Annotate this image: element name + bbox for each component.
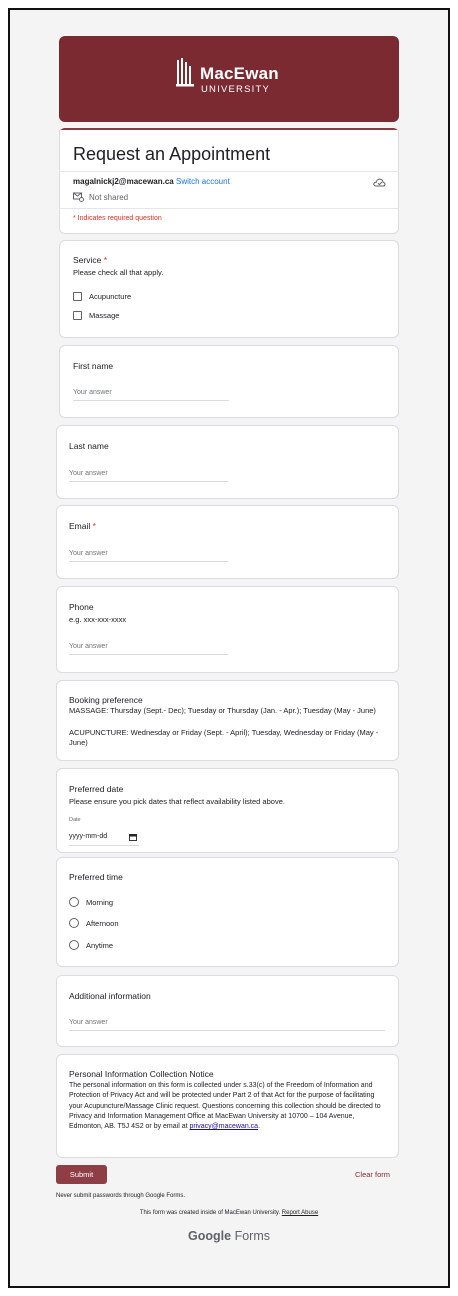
not-shared-label: Not shared xyxy=(89,193,129,202)
cloud-off-icon xyxy=(373,177,386,188)
submit-button[interactable]: Submit xyxy=(56,1165,107,1184)
service-desc: Please check all that apply. xyxy=(73,268,164,277)
form-title: Request an Appointment xyxy=(73,144,271,164)
macewan-logo xyxy=(176,56,286,96)
account-line xyxy=(73,177,230,186)
privacy-email-link[interactable]: privacy@macewan.ca xyxy=(189,1123,259,1131)
first-name-input[interactable]: Your answer xyxy=(73,389,229,401)
acupuncture-option[interactable]: Acupuncture xyxy=(89,292,132,301)
booking-massage: MASSAGE: Thursday (Sept.- Dec); Tuesday or Thursday (Jan. - Apr.); Tuesday (May - June) xyxy=(69,706,376,715)
required-mark: * xyxy=(92,521,96,531)
notice-body xyxy=(69,1081,389,1132)
service-card xyxy=(59,240,399,338)
date-field-label: Date xyxy=(69,817,81,823)
email-card xyxy=(56,505,399,579)
phone-card xyxy=(56,586,399,673)
morning-option[interactable]: Morning xyxy=(86,898,114,907)
last-name-label: Last name xyxy=(69,441,109,451)
password-warning: Never submit passwords through Google Forms. xyxy=(56,1193,186,1199)
preferred-date-label: Preferred date xyxy=(69,784,124,794)
booking-label: Booking preference xyxy=(69,695,143,705)
title-divider xyxy=(59,171,399,172)
notice-title: Personal Information Collection Notice xyxy=(69,1069,214,1079)
logo-word: MacEwan xyxy=(200,64,279,83)
required-mark: * xyxy=(103,255,108,265)
phone-desc: e.g. xxx-xxx-xxxx xyxy=(69,615,127,624)
date-placeholder: yyyy-mm-dd xyxy=(69,833,108,840)
last-name-input[interactable]: Your answer xyxy=(69,470,228,482)
phone-label: Phone xyxy=(69,602,94,612)
google-forms-logo[interactable] xyxy=(0,1229,458,1243)
report-abuse-link[interactable]: Report Abuse xyxy=(281,1210,319,1216)
calendar-icon[interactable] xyxy=(129,833,137,841)
first-name-card xyxy=(59,345,399,418)
clear-form-button[interactable]: Clear form xyxy=(355,1170,391,1179)
required-note: * Indicates required question xyxy=(73,215,162,222)
preferred-time-label: Preferred time xyxy=(69,872,123,882)
anytime-radio[interactable] xyxy=(69,940,79,950)
logo-mark-icon xyxy=(176,58,196,88)
logo-sub: UNIVERSITY xyxy=(201,84,271,95)
afternoon-radio[interactable] xyxy=(69,918,79,928)
massage-option[interactable]: Massage xyxy=(89,311,120,320)
created-text: This form was created inside of MacEwan University. xyxy=(139,1210,281,1216)
email-input[interactable]: Your answer xyxy=(69,550,228,562)
booking-card xyxy=(56,680,399,761)
mail-not-shared-icon xyxy=(73,192,84,202)
additional-card xyxy=(56,975,399,1047)
morning-radio[interactable] xyxy=(69,897,79,907)
massage-checkbox[interactable] xyxy=(73,311,82,320)
phone-input[interactable]: Your answer xyxy=(69,643,228,655)
forms-word: Forms xyxy=(234,1229,270,1243)
service-label-text: Service xyxy=(73,255,102,265)
booking-acupuncture: ACUPUNCTURE: Wednesday or Friday (Sept. - April); Tuesday, Wednesday or Friday (May - June) xyxy=(69,728,379,747)
notice-end: . xyxy=(258,1123,261,1131)
service-label xyxy=(73,255,107,265)
acupuncture-checkbox[interactable] xyxy=(73,292,82,301)
email-label-text: Email xyxy=(69,521,91,531)
notice-body-text: The personal information on this form is collected under s.33(c) of the Freedom of Information and Protection of Privacy Act and will be protected under Part 2 of that Act for the purpose of facilitating your Acupuncture/Massage Clinic request. Questions concerning this collection should be directed to Privacy and Information Management Office at MacEwan University at 10700 – 104 Avenue, Edmonton, AB. T5J 4S2 or by email at xyxy=(69,1082,381,1131)
preferred-date-desc: Please ensure you pick dates that reflect availability listed above. xyxy=(69,797,285,806)
created-notice xyxy=(0,1210,458,1216)
switch-account-link[interactable]: Switch account xyxy=(175,177,230,186)
email-label xyxy=(69,521,96,531)
afternoon-option[interactable]: Afternoon xyxy=(86,919,119,928)
account-email: magalnickj2@macewan.ca xyxy=(73,177,174,186)
first-name-label: First name xyxy=(73,361,114,371)
additional-label: Additional information xyxy=(69,991,151,1001)
google-word: Google xyxy=(188,1229,232,1243)
anytime-option[interactable]: Anytime xyxy=(86,941,114,950)
title-divider-2 xyxy=(59,208,399,209)
last-name-card xyxy=(56,425,399,499)
additional-input[interactable]: Your answer xyxy=(69,1019,385,1031)
